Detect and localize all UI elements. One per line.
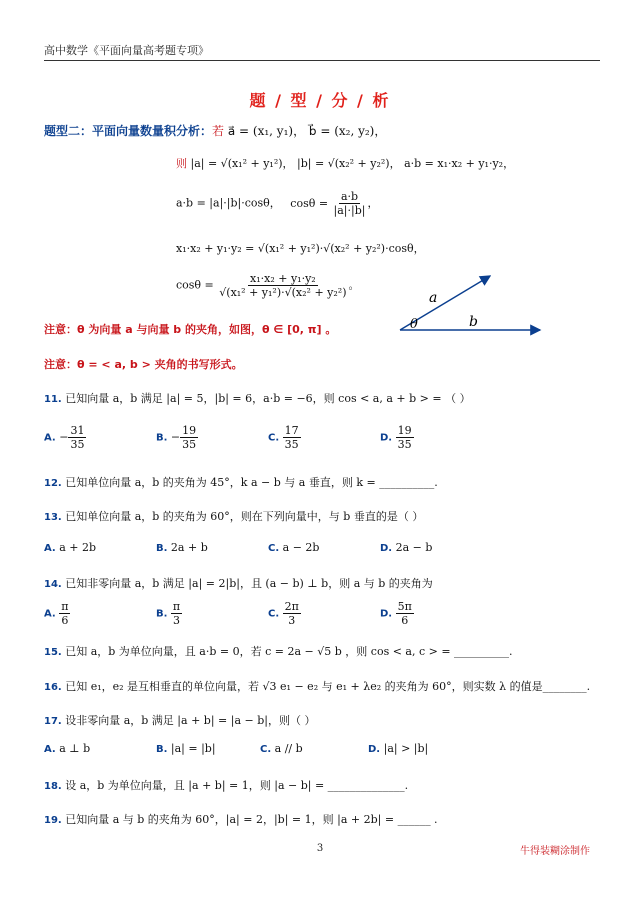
angle-diagram — [395, 270, 545, 340]
page-number: 3 — [316, 843, 324, 854]
q11-option-b[interactable]: B. − $\frac{19}{35}$ — [156, 424, 197, 451]
question-12: 12. 已知单位向量 a，b 的夹角为 45°，k a − b 与 a 垂直，则 k = __________. — [44, 476, 438, 489]
cos-lhs: cosθ = — [290, 196, 329, 210]
question-19: 19. 已知向量 a 与 b 的夹角为 60°，|a| = 2，|b| = 1，则 |a + 2b| = ______ . — [44, 813, 438, 826]
cos-fraction — [332, 190, 368, 217]
question-14-text: 已知非零向量 a，b 满足 |a| = 2|b|，且 (a − b) ⊥ b，则 a 与 b 的夹角为 — [65, 577, 433, 590]
question-19-text: 已知向量 a 与 b 的夹角为 60°，|a| = 2，|b| = 1，则 |a + 2b| = ______ . — [65, 813, 438, 826]
cos-coord-fraction — [217, 272, 348, 299]
q13-option-b[interactable]: B. 2a + b — [156, 541, 208, 554]
intro-if: 若 — [212, 124, 225, 138]
maker-credit: 牛得装糊涂制作 — [520, 846, 590, 857]
intro-line: 题型二：平面向量数量积分析：若 a⃗ = (x₁, y₁)， b⃗ = (x₂, y₂)， — [44, 124, 387, 138]
question-16-text: 已知 e₁，e₂ 是互相垂直的单位向量，若 √3 e₁ − e₂ 与 e₁ + λe₂ 的夹角为 60°，则实数 λ 的值是________. — [65, 680, 591, 693]
note-1: 注意：θ 为向量 a 与向量 b 的夹角，如图，θ ∈ [0, π] 。 — [44, 323, 337, 336]
q11-option-d[interactable]: D. $\frac{19}{35}$ — [380, 424, 412, 451]
note-2: 注意：θ = < a, b > 夹角的书写形式。 — [44, 358, 243, 371]
q14-option-c[interactable]: C. $\frac{2\pi}{3}$ — [268, 600, 299, 627]
running-header: 高中数学《平面向量高考题专项》 — [44, 44, 209, 57]
label-b: b — [469, 314, 478, 330]
cos-numerator: a·b — [340, 190, 359, 203]
question-11-options — [44, 424, 524, 458]
cos-denominator: |a|·|b| — [333, 204, 366, 217]
then-label: 则 — [176, 157, 187, 170]
q13-option-a[interactable]: A. a + 2b — [44, 541, 97, 554]
modulus-line: 则 |a| = √(x₁² + y₁²)， |b| = √(x₂² + y₂²)， a·b = x₁·x₂ + y₁·y₂， — [176, 157, 515, 170]
mod-b-formula: |b| = √(x₂² + y₂²) — [297, 157, 390, 170]
dot-def-line: a·b = |a|·|b|·cosθ， cosθ = $\frac{a\cdot b}{|a|\cdot|b|}$ ， — [176, 190, 379, 217]
question-15-text: 已知 a，b 为单位向量，且 a·b = 0，若 c = 2a − √5 b ，则 cos < a, c > = __________. — [65, 645, 513, 658]
question-17: 17. 设非零向量 a，b 满足 |a + b| = |a − b|，则（ ） — [44, 714, 316, 727]
question-14-options — [44, 600, 524, 634]
question-11-text: 已知向量 a，b 满足 |a| = 5，|b| = 6，a·b = −6，则 cos < a, a + b > = （ ） — [65, 392, 471, 405]
question-11: 11. 已知向量 a，b 满足 |a| = 5，|b| = 6，a·b = −6，则 cos < a, a + b > = （ ） — [44, 392, 471, 405]
question-18: 18. 设 a，b 为单位向量，且 |a + b| = 1，则 |a − b| = ______________. — [44, 779, 409, 792]
expand-formula: x₁·x₂ + y₁·y₂ = √(x₁² + y₁²)·√(x₂² + y₂²)·cosθ， — [176, 242, 425, 255]
question-13-options — [44, 541, 524, 559]
intro-label: 题型二：平面向量数量积分析： — [44, 124, 213, 138]
q11-option-c[interactable]: C. $\frac{17}{35}$ — [268, 424, 299, 451]
q17-option-c[interactable]: C. a // b — [260, 742, 303, 755]
cos-coord-line: cosθ = $\frac{\text{x₁·x₂ + y₁·y₂}}{\text{√(x₁² + y₁²)·√(x₂² + y₂²)}}$ 。 — [176, 272, 360, 299]
section-title: 题 / 型 / 分 / 析 — [249, 91, 391, 110]
question-15: 15. 已知 a，b 为单位向量，且 a·b = 0，若 c = 2a − √5 b ，则 cos < a, c > = __________. — [44, 645, 513, 658]
cos-lhs-2: cosθ = — [176, 278, 214, 292]
question-18-text: 设 a，b 为单位向量，且 |a + b| = 1，则 |a − b| = ______________. — [65, 779, 409, 792]
a-definition: = (x₁, y₁) — [239, 124, 294, 138]
question-16: 16. 已知 e₁，e₂ 是互相垂直的单位向量，若 √3 e₁ − e₂ 与 e₁ + λe₂ 的夹角为 60°，则实数 λ 的值是________. — [44, 680, 591, 693]
question-12-text: 已知单位向量 a，b 的夹角为 45°，k a − b 与 a 垂直，则 k = __________. — [65, 476, 438, 489]
mod-a-formula: |a| = √(x₁² + y₁²) — [190, 157, 283, 170]
q14-option-a[interactable]: A. $\frac{\pi}{6}$ — [44, 600, 69, 627]
label-a: a — [429, 290, 438, 306]
question-17-text: 设非零向量 a，b 满足 |a + b| = |a − b|，则（ ） — [65, 714, 316, 727]
question-13-text: 已知单位向量 a，b 的夹角为 60°，则在下列向量中，与 b 垂直的是（ ） — [65, 510, 424, 523]
q17-option-b[interactable]: B. |a| = |b| — [156, 742, 216, 755]
q13-option-d[interactable]: D. 2a − b — [380, 541, 433, 554]
question-14: 14. 已知非零向量 a，b 满足 |a| = 2|b|，且 (a − b) ⊥ b，则 a 与 b 的夹角为 — [44, 577, 433, 590]
cos-coord-denominator: √(x₁² + y₁²)·√(x₂² + y₂²) — [219, 286, 347, 299]
dot-def-formula: a·b = |a|·|b|·cosθ — [176, 196, 270, 210]
b-definition: = (x₂, y₂) — [320, 124, 375, 138]
cos-coord-numerator: x₁·x₂ + y₁·y₂ — [250, 272, 316, 285]
q14-option-d[interactable]: D. $\frac{5\pi}{6}$ — [380, 600, 412, 627]
header-divider — [44, 60, 600, 61]
label-theta: θ — [410, 317, 418, 332]
question-13: 13. 已知单位向量 a，b 的夹角为 60°，则在下列向量中，与 b 垂直的是（ ） — [44, 510, 424, 523]
q13-option-c[interactable]: C. a − 2b — [268, 541, 320, 554]
q11-option-a[interactable]: A. − $\frac{31}{35}$ — [44, 424, 85, 451]
q17-option-a[interactable]: A. a ⊥ b — [44, 742, 91, 755]
q14-option-b[interactable]: B. $\frac{\pi}{3}$ — [156, 600, 181, 627]
dot-coord-formula: a·b = x₁·x₂ + y₁·y₂ — [404, 157, 504, 170]
q17-option-d[interactable]: D. |a| > |b| — [368, 742, 429, 755]
question-17-options — [44, 742, 524, 760]
